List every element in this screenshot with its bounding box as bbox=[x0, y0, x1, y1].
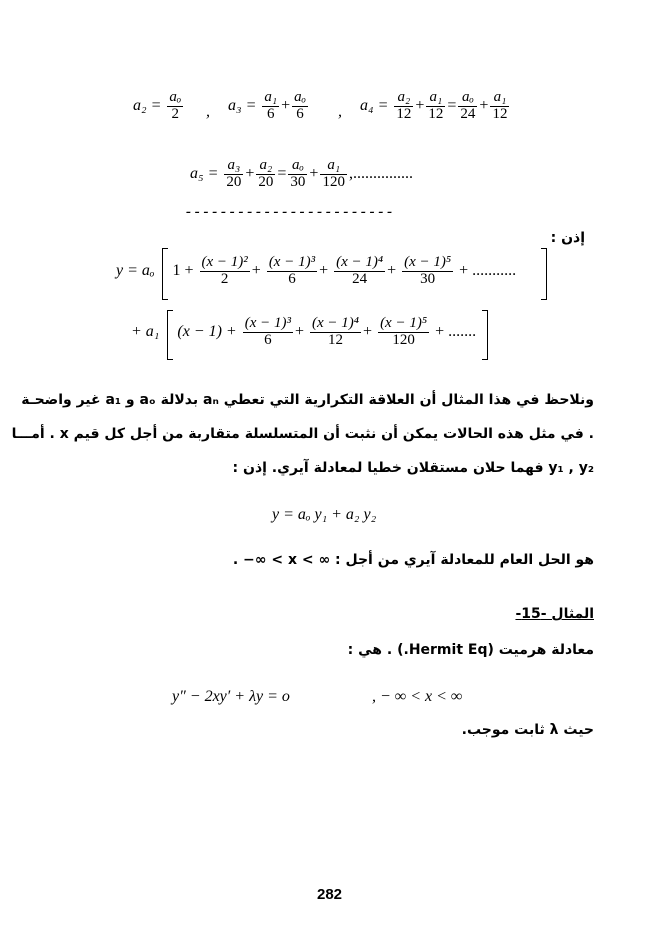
series-1: y = aₒ 1 + $\frac{\text{(x − 1)²}}{2}$ + $\frac{\text{(x − 1)³}}{6}$ + $\frac{\text{(x − 1)⁴}}{24}$ + $\frac{\text{(x − 1)⁵}}{30}$ + ........... bbox=[116, 254, 517, 287]
idhan-label: إذن : bbox=[550, 230, 585, 246]
hermite-equation: y″ − 2xy′ + λy = o bbox=[172, 688, 290, 705]
eq-a5: a₅ = $\frac{\text{a₃}}{20}$ + $\frac{\text{a₂}}{20}$ = $\frac{\text{aₒ}}{30}$ + $\frac{\text{a₁}}{120}$ ,............... bbox=[190, 157, 413, 190]
right-bracket-2 bbox=[482, 310, 488, 360]
paragraph-line-2: . في مثل هذه الحالات يمكن أن نثبت أن المتسلسلة متقاربة من أجل كل قيم x . أمـــا bbox=[11, 426, 594, 442]
example-title: المثال -15- bbox=[515, 606, 594, 622]
series-2: + a₁ (x − 1) + $\frac{\text{(x − 1)³}}{6}$ + $\frac{\text{(x − 1)⁴}}{12}$ + $\frac{\text{(x − 1)⁵}}{120}$ + ....... bbox=[131, 315, 477, 348]
eq-a2 bbox=[133, 90, 185, 123]
eq-a4: a₄ = $\frac{\text{a₂}}{12}$ + $\frac{\text{a₁}}{12}$ = $\frac{\text{aₒ}}{24}$ + $\frac{\text{a₁}}{12}$ bbox=[360, 89, 508, 122]
general-solution: y = aₒ y₁ + a₂ y₂ bbox=[272, 506, 377, 523]
eq-a3: a₃ = $\frac{\text{a₁}}{6}$ + $\frac{\text{aₒ}}{6}$ bbox=[228, 89, 306, 122]
right-bracket-1 bbox=[541, 248, 547, 300]
paragraph-line-1: ونلاحظ في هذا المثال أن العلاقة التكرارية التي تعطي aₙ بدلالة aₒ و a₁ غير واضحـة bbox=[21, 392, 594, 408]
example-note: حيث λ ثابت موجب. bbox=[461, 722, 594, 738]
eq-sep-1: , bbox=[206, 103, 210, 120]
series1-term2: $\frac{\text{(x − 1)³}}{6}$ bbox=[268, 254, 316, 287]
a2-frac: $\frac{\text{aₒ}}{2}$ bbox=[169, 89, 182, 122]
example-intro: معادلة هرميت (Hermit Eq.) . هي : bbox=[347, 642, 594, 658]
series1-term3: $\frac{\text{(x − 1)⁴}}{24}$ bbox=[336, 254, 384, 287]
page-number: 282 bbox=[316, 886, 343, 903]
series1-term1: $\frac{\text{(x − 1)²}}{2}$ bbox=[201, 254, 248, 287]
dashed-separator: - - - - - - - - - - - - - - - - - - - - - - - - bbox=[186, 204, 393, 220]
series2-term1: $\frac{\text{(x − 1)³}}{6}$ bbox=[244, 315, 291, 348]
paragraph-line-3: y₁ , y₂ فهما حلان مستقلان خطيا لمعادلة آيري. إذن : bbox=[232, 460, 594, 476]
series2-term2: $\frac{\text{(x − 1)⁴}}{12}$ bbox=[312, 315, 360, 348]
series1-term4: $\frac{\text{(x − 1)⁵}}{30}$ bbox=[404, 254, 452, 287]
eq-sep-2: , bbox=[338, 103, 342, 120]
series2-term3: $\frac{\text{(x − 1)⁵}}{120}$ bbox=[380, 315, 428, 348]
hermite-domain: , − ∞ < x < ∞ bbox=[372, 688, 463, 705]
a2-lhs: a₂ = bbox=[133, 96, 162, 114]
paragraph-line-4: هو الحل العام للمعادلة آيري من أجل : ∞ > x > ∞− . bbox=[232, 552, 594, 568]
